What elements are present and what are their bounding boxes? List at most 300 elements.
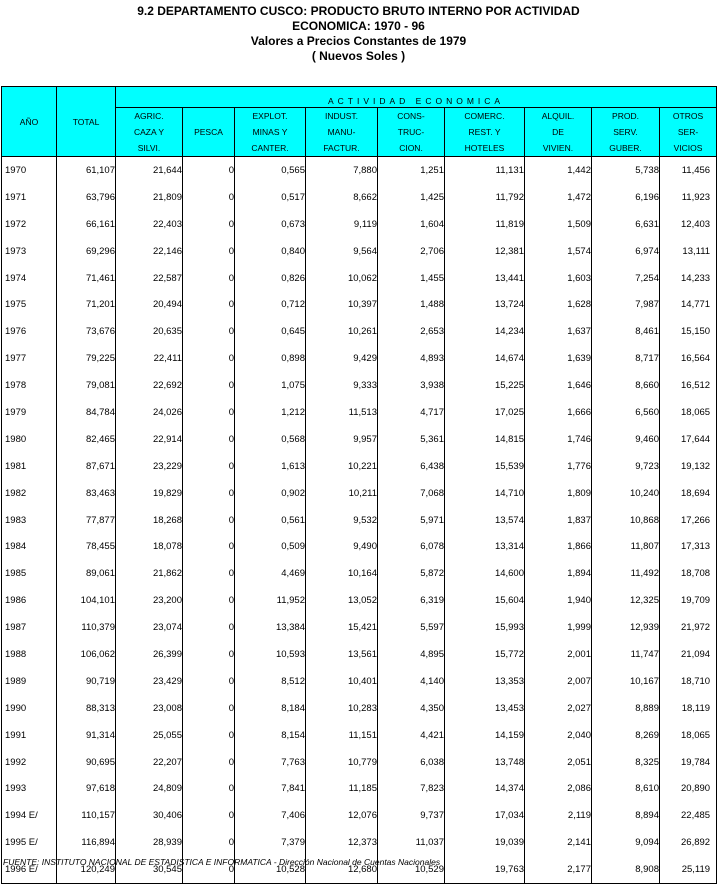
row-year: 1979	[2, 399, 57, 426]
table-cell: 19,132	[660, 453, 717, 480]
header-col-line: EXPLOT.	[252, 111, 288, 121]
table-cell: 82,465	[57, 426, 116, 453]
table-cell: 4,895	[378, 641, 445, 668]
header-col	[445, 108, 525, 157]
table-cell: 1,999	[525, 614, 592, 641]
table-cell: 17,313	[660, 533, 717, 560]
table-row	[2, 749, 717, 776]
table-cell: 21,972	[660, 614, 717, 641]
table-cell: 18,268	[116, 507, 183, 534]
table-cell: 13,748	[445, 749, 525, 776]
row-year: 1971	[2, 184, 57, 211]
title-line-2: ECONOMICA: 1970 - 96	[292, 19, 425, 33]
table-cell: 22,692	[116, 372, 183, 399]
table-cell: 87,671	[57, 453, 116, 480]
table-cell: 21,862	[116, 560, 183, 587]
table-cell: 26,892	[660, 829, 717, 856]
table-cell: 0	[183, 426, 235, 453]
header-col-line: SER-	[677, 127, 699, 137]
header-col-line: COMERC.	[464, 111, 505, 121]
table-cell: 2,001	[525, 641, 592, 668]
table-cell: 7,406	[235, 802, 306, 829]
table-cell: 1,894	[525, 560, 592, 587]
table-cell: 11,807	[592, 533, 660, 560]
table-cell: 21,644	[116, 157, 183, 184]
table-cell: 19,763	[445, 856, 525, 883]
table-cell: 2,706	[378, 238, 445, 265]
header-col	[378, 108, 445, 157]
table-cell: 11,456	[660, 157, 717, 184]
table-cell: 12,939	[592, 614, 660, 641]
table-cell: 69,296	[57, 238, 116, 265]
table-cell: 0	[183, 587, 235, 614]
table-cell: 6,078	[378, 533, 445, 560]
table-cell: 8,154	[235, 722, 306, 749]
header-col	[235, 108, 306, 157]
table-cell: 0	[183, 614, 235, 641]
table-cell: 79,225	[57, 345, 116, 372]
table-cell: 19,829	[116, 480, 183, 507]
table-cell: 7,841	[235, 775, 306, 802]
table-cell: 25,055	[116, 722, 183, 749]
table-cell: 71,461	[57, 265, 116, 292]
table-cell: 0	[183, 291, 235, 318]
table-cell: 21,094	[660, 641, 717, 668]
header-col-line: TRUC-	[397, 127, 425, 137]
table-cell: 18,710	[660, 668, 717, 695]
table-row	[2, 453, 717, 480]
row-year: 1976	[2, 318, 57, 345]
table-cell: 0	[183, 829, 235, 856]
table-cell: 1,251	[378, 157, 445, 184]
header-col-line: SERV.	[613, 127, 638, 137]
table-cell: 11,792	[445, 184, 525, 211]
table-cell: 6,196	[592, 184, 660, 211]
row-year: 1972	[2, 211, 57, 238]
table-cell: 0	[183, 641, 235, 668]
table-cell: 8,610	[592, 775, 660, 802]
header-col-line: GUBER.	[609, 143, 642, 153]
table-cell: 4,717	[378, 399, 445, 426]
table-cell: 5,597	[378, 614, 445, 641]
table-cell: 20,494	[116, 291, 183, 318]
table-cell: 9,737	[378, 802, 445, 829]
row-year: 1986	[2, 587, 57, 614]
table-cell: 1,472	[525, 184, 592, 211]
table-cell: 4,350	[378, 695, 445, 722]
table-cell: 24,026	[116, 399, 183, 426]
table-cell: 13,353	[445, 668, 525, 695]
table-row	[2, 426, 717, 453]
table-row	[2, 507, 717, 534]
row-year: 1995 E/	[2, 829, 57, 856]
table-cell: 10,528	[235, 856, 306, 883]
table-cell: 8,717	[592, 345, 660, 372]
table-cell: 22,411	[116, 345, 183, 372]
header-col-line: MINAS Y	[252, 127, 288, 137]
table-cell: 8,325	[592, 749, 660, 776]
table-cell: 1,866	[525, 533, 592, 560]
row-year: 1980	[2, 426, 57, 453]
table-cell: 4,140	[378, 668, 445, 695]
table-cell: 2,141	[525, 829, 592, 856]
header-col	[306, 108, 378, 157]
table-cell: 15,150	[660, 318, 717, 345]
table-cell: 1,603	[525, 265, 592, 292]
table-cell: 91,314	[57, 722, 116, 749]
table-cell: 9,723	[592, 453, 660, 480]
header-col-line: DE	[552, 127, 564, 137]
table-cell: 8,908	[592, 856, 660, 883]
table-cell: 20,890	[660, 775, 717, 802]
table-cell: 12,403	[660, 211, 717, 238]
table-cell: 83,463	[57, 480, 116, 507]
table-cell: 61,107	[57, 157, 116, 184]
table-cell: 13,561	[306, 641, 378, 668]
table-row	[2, 238, 717, 265]
table-cell: 13,453	[445, 695, 525, 722]
table-cell: 0	[183, 856, 235, 883]
row-year: 1991	[2, 722, 57, 749]
table-cell: 0	[183, 265, 235, 292]
table-cell: 0,645	[235, 318, 306, 345]
table-cell: 8,660	[592, 372, 660, 399]
row-year: 1978	[2, 372, 57, 399]
table-cell: 11,747	[592, 641, 660, 668]
table-cell: 0,568	[235, 426, 306, 453]
table-cell: 2,653	[378, 318, 445, 345]
table-cell: 0	[183, 345, 235, 372]
table-cell: 14,710	[445, 480, 525, 507]
table-cell: 12,680	[306, 856, 378, 883]
table-cell: 0	[183, 749, 235, 776]
row-year: 1992	[2, 749, 57, 776]
table-cell: 13,314	[445, 533, 525, 560]
table-row	[2, 480, 717, 507]
table-cell: 23,200	[116, 587, 183, 614]
header-col-line: SILVI.	[137, 143, 161, 153]
table-cell: 1,746	[525, 426, 592, 453]
table-cell: 0	[183, 560, 235, 587]
header-col-line: REST. Y	[468, 127, 501, 137]
title-line-3: Valores a Precios Constantes de 1979	[250, 34, 467, 48]
table-cell: 11,492	[592, 560, 660, 587]
table-cell: 0	[183, 157, 235, 184]
table-cell: 88,313	[57, 695, 116, 722]
table-cell: 6,560	[592, 399, 660, 426]
table-cell: 0	[183, 399, 235, 426]
row-year: 1985	[2, 560, 57, 587]
table-cell: 12,076	[306, 802, 378, 829]
table-cell: 14,771	[660, 291, 717, 318]
table-cell: 11,952	[235, 587, 306, 614]
table-row	[2, 265, 717, 292]
table-row	[2, 399, 717, 426]
table-cell: 8,894	[592, 802, 660, 829]
table-row	[2, 802, 717, 829]
table-cell: 0	[183, 372, 235, 399]
header-col-line: INDUST.	[324, 111, 359, 121]
table-cell: 1,637	[525, 318, 592, 345]
row-year: 1987	[2, 614, 57, 641]
table-cell: 30,545	[116, 856, 183, 883]
header-col	[183, 108, 235, 157]
table-cell: 84,784	[57, 399, 116, 426]
table-cell: 7,823	[378, 775, 445, 802]
table-cell: 22,914	[116, 426, 183, 453]
table-cell: 1,666	[525, 399, 592, 426]
table-cell: 14,815	[445, 426, 525, 453]
table-cell: 10,529	[378, 856, 445, 883]
table-cell: 11,131	[445, 157, 525, 184]
gdp-table	[1, 86, 717, 884]
table-row	[2, 695, 717, 722]
table-cell: 7,763	[235, 749, 306, 776]
header-col-line: VIVIEN.	[542, 143, 574, 153]
table-cell: 1,455	[378, 265, 445, 292]
table-cell: 22,587	[116, 265, 183, 292]
table-cell: 71,201	[57, 291, 116, 318]
table-cell: 14,159	[445, 722, 525, 749]
header-col-line: CONS-	[397, 111, 425, 121]
table-cell: 97,618	[57, 775, 116, 802]
table-cell: 23,074	[116, 614, 183, 641]
table-cell: 12,325	[592, 587, 660, 614]
table-cell: 8,184	[235, 695, 306, 722]
table-cell: 2,177	[525, 856, 592, 883]
row-year: 1974	[2, 265, 57, 292]
table-row	[2, 184, 717, 211]
row-year: 1989	[2, 668, 57, 695]
header-total: TOTAL	[57, 87, 116, 157]
table-cell: 13,724	[445, 291, 525, 318]
row-year: 1973	[2, 238, 57, 265]
table-cell: 0	[183, 480, 235, 507]
table-cell: 120,249	[57, 856, 116, 883]
table-cell: 15,772	[445, 641, 525, 668]
table-cell: 9,429	[306, 345, 378, 372]
table-cell: 10,240	[592, 480, 660, 507]
table-cell: 13,111	[660, 238, 717, 265]
header-col-line: PESCA	[194, 127, 223, 137]
table-cell: 2,086	[525, 775, 592, 802]
table-row	[2, 157, 717, 184]
table-cell: 1,488	[378, 291, 445, 318]
table-cell: 1,574	[525, 238, 592, 265]
header-col-line: CANTER.	[251, 143, 289, 153]
table-cell: 18,119	[660, 695, 717, 722]
table-cell: 12,373	[306, 829, 378, 856]
table-cell: 0,898	[235, 345, 306, 372]
table-row	[2, 722, 717, 749]
table-cell: 13,574	[445, 507, 525, 534]
report-title	[0, 4, 717, 64]
table-cell: 10,062	[306, 265, 378, 292]
table-cell: 79,081	[57, 372, 116, 399]
table-cell: 0	[183, 668, 235, 695]
table-cell: 10,221	[306, 453, 378, 480]
table-cell: 0	[183, 507, 235, 534]
table-cell: 5,738	[592, 157, 660, 184]
table-cell: 9,333	[306, 372, 378, 399]
table-cell: 77,877	[57, 507, 116, 534]
table-cell: 78,455	[57, 533, 116, 560]
table-cell: 8,662	[306, 184, 378, 211]
table-cell: 1,509	[525, 211, 592, 238]
table-cell: 90,719	[57, 668, 116, 695]
table-cell: 11,037	[378, 829, 445, 856]
table-cell: 19,709	[660, 587, 717, 614]
table-cell: 18,065	[660, 399, 717, 426]
table-cell: 0	[183, 802, 235, 829]
table-cell: 13,441	[445, 265, 525, 292]
table-cell: 15,993	[445, 614, 525, 641]
table-cell: 0	[183, 238, 235, 265]
table-cell: 17,644	[660, 426, 717, 453]
table-cell: 0,517	[235, 184, 306, 211]
table-row	[2, 614, 717, 641]
table-cell: 22,403	[116, 211, 183, 238]
table-row	[2, 829, 717, 856]
table-cell: 7,880	[306, 157, 378, 184]
table-cell: 0	[183, 775, 235, 802]
table-cell: 0	[183, 211, 235, 238]
table-cell: 11,513	[306, 399, 378, 426]
table-cell: 2,027	[525, 695, 592, 722]
table-cell: 9,564	[306, 238, 378, 265]
table-cell: 14,600	[445, 560, 525, 587]
table-cell: 1,639	[525, 345, 592, 372]
table-row	[2, 668, 717, 695]
table-cell: 2,119	[525, 802, 592, 829]
table-cell: 1,837	[525, 507, 592, 534]
header-col-line: VICIOS	[673, 143, 703, 153]
table-cell: 17,266	[660, 507, 717, 534]
table-cell: 18,694	[660, 480, 717, 507]
table-cell: 66,161	[57, 211, 116, 238]
header-activity-group: ACTIVIDAD ECONOMICA	[116, 87, 717, 108]
table-cell: 110,379	[57, 614, 116, 641]
table-cell: 10,261	[306, 318, 378, 345]
header-col-line: CAZA Y	[133, 127, 165, 137]
table-cell: 10,211	[306, 480, 378, 507]
table-cell: 8,512	[235, 668, 306, 695]
table-cell: 0	[183, 453, 235, 480]
table-cell: 19,784	[660, 749, 717, 776]
table-cell: 0,565	[235, 157, 306, 184]
source-note: FUENTE: INSTITUTO NACIONAL DE ESTADISTICA E INFORMATICA - Dirección Nacional de Cuentas Nacionales	[3, 857, 441, 867]
table-cell: 0	[183, 318, 235, 345]
title-line-1: 9.2 DEPARTAMENTO CUSCO: PRODUCTO BRUTO INTERNO POR ACTIVIDAD	[137, 4, 580, 18]
table-row	[2, 345, 717, 372]
table-cell: 10,868	[592, 507, 660, 534]
row-year: 1983	[2, 507, 57, 534]
table-cell: 1,628	[525, 291, 592, 318]
table-cell: 6,038	[378, 749, 445, 776]
table-cell: 6,631	[592, 211, 660, 238]
table-cell: 63,796	[57, 184, 116, 211]
table-cell: 89,061	[57, 560, 116, 587]
row-year: 1970	[2, 157, 57, 184]
table-row	[2, 560, 717, 587]
table-cell: 6,974	[592, 238, 660, 265]
table-cell: 5,971	[378, 507, 445, 534]
table-cell: 11,151	[306, 722, 378, 749]
table-cell: 8,889	[592, 695, 660, 722]
table-cell: 0,561	[235, 507, 306, 534]
table-cell: 5,361	[378, 426, 445, 453]
table-cell: 24,809	[116, 775, 183, 802]
table-body	[2, 157, 717, 884]
table-cell: 2,051	[525, 749, 592, 776]
table-cell: 16,564	[660, 345, 717, 372]
title-line-4: ( Nuevos Soles )	[311, 49, 406, 63]
table-cell: 11,185	[306, 775, 378, 802]
table-cell: 14,674	[445, 345, 525, 372]
row-year: 1994 E/	[2, 802, 57, 829]
table-cell: 10,283	[306, 695, 378, 722]
table-cell: 25,119	[660, 856, 717, 883]
table-cell: 0,673	[235, 211, 306, 238]
table-cell: 13,052	[306, 587, 378, 614]
table-cell: 26,399	[116, 641, 183, 668]
table-cell: 6,319	[378, 587, 445, 614]
table-cell: 13,384	[235, 614, 306, 641]
table-cell: 1,809	[525, 480, 592, 507]
table-cell: 14,374	[445, 775, 525, 802]
header-col-line: FACTUR.	[323, 143, 360, 153]
table-cell: 8,461	[592, 318, 660, 345]
header-col	[592, 108, 660, 157]
table-cell: 10,164	[306, 560, 378, 587]
table-cell: 0	[183, 695, 235, 722]
table-cell: 21,809	[116, 184, 183, 211]
table-row	[2, 372, 717, 399]
table-cell: 18,065	[660, 722, 717, 749]
header-col-line: HOTELES	[464, 143, 505, 153]
table-row	[2, 641, 717, 668]
table-cell: 9,957	[306, 426, 378, 453]
table-row	[2, 775, 717, 802]
table-cell: 73,676	[57, 318, 116, 345]
header-col	[116, 108, 183, 157]
table-cell: 9,460	[592, 426, 660, 453]
table-cell: 9,490	[306, 533, 378, 560]
header-col	[660, 108, 717, 157]
table-cell: 22,207	[116, 749, 183, 776]
table-cell: 30,406	[116, 802, 183, 829]
table-cell: 116,894	[57, 829, 116, 856]
table-cell: 17,025	[445, 399, 525, 426]
table-cell: 12,381	[445, 238, 525, 265]
table-cell: 0	[183, 533, 235, 560]
table-cell: 7,254	[592, 265, 660, 292]
table-cell: 23,008	[116, 695, 183, 722]
header-col-line: MANU-	[327, 127, 356, 137]
table-cell: 15,539	[445, 453, 525, 480]
table-cell: 1,776	[525, 453, 592, 480]
table-cell: 7,379	[235, 829, 306, 856]
table-cell: 22,485	[660, 802, 717, 829]
table-cell: 20,635	[116, 318, 183, 345]
table-cell: 9,119	[306, 211, 378, 238]
table-cell: 0	[183, 722, 235, 749]
table-cell: 1,604	[378, 211, 445, 238]
table-cell: 2,040	[525, 722, 592, 749]
table-cell: 23,229	[116, 453, 183, 480]
table-cell: 106,062	[57, 641, 116, 668]
table-row	[2, 291, 717, 318]
